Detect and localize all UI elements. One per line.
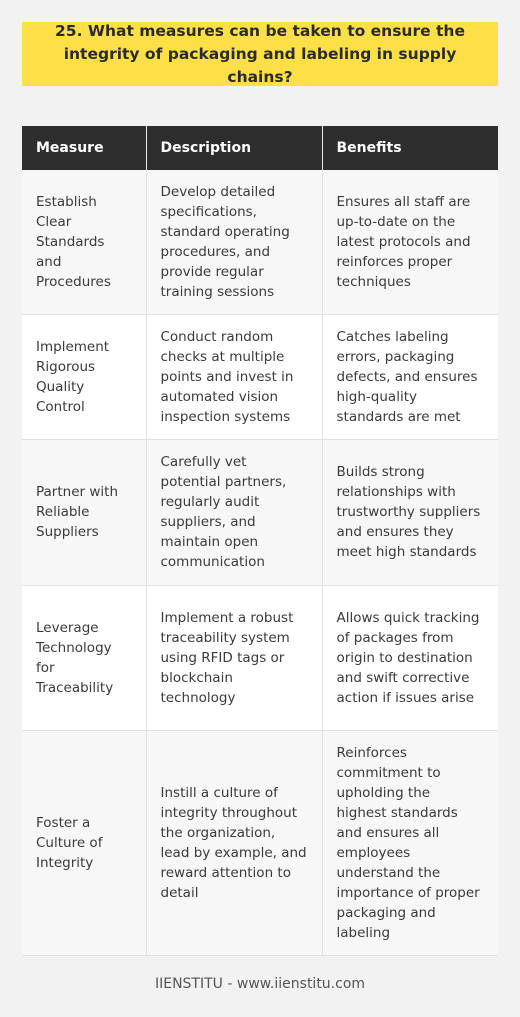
cell-benefits: Ensures all staff are up-to-date on the latest protocols and reinforces proper techniques (322, 170, 498, 314)
cell-description: Carefully vet potential partners, regularly audit suppliers, and maintain open communication (146, 439, 322, 585)
cell-measure: Establish Clear Standards and Procedures (22, 170, 146, 314)
page-title: 25. What measures can be taken to ensure the integrity of packaging and labeling in supply chains? (55, 21, 465, 86)
table-row (22, 730, 498, 955)
cell-benefits: Builds strong relationships with trustworthy suppliers and ensures they meet high standards (322, 439, 498, 585)
measures-table (22, 126, 498, 956)
table-row (22, 314, 498, 439)
cell-description: Implement a robust traceability system using RFID tags or blockchain technology (146, 585, 322, 730)
cell-benefits: Catches labeling errors, packaging defects, and ensures high-quality standards are met (322, 314, 498, 439)
footer-credit: IIENSTITU - www.iienstitu.com (154, 976, 366, 992)
cell-measure: Implement Rigorous Quality Control (22, 314, 146, 439)
cell-measure: Leverage Technology for Traceability (22, 585, 146, 730)
header-description: Description (146, 126, 322, 170)
cell-description: Develop detailed specifications, standard operating procedures, and provide regular training sessions (146, 170, 322, 314)
title-banner (22, 22, 498, 86)
cell-measure: Partner with Reliable Suppliers (22, 439, 146, 585)
cell-benefits: Allows quick tracking of packages from origin to destination and swift corrective action if issues arise (322, 585, 498, 730)
cell-benefits: Reinforces commitment to upholding the highest standards and ensures all employees understand the importance of proper packaging and labeling (322, 730, 498, 955)
table-row (22, 170, 498, 314)
table-row (22, 439, 498, 585)
cell-measure: Foster a Culture of Integrity (22, 730, 146, 955)
cell-description: Conduct random checks at multiple points and invest in automated vision inspection systems (146, 314, 322, 439)
table-header-row (22, 126, 498, 170)
cell-description: Instill a culture of integrity throughout the organization, lead by example, and reward attention to detail (146, 730, 322, 955)
header-measure: Measure (22, 126, 146, 170)
header-benefits: Benefits (322, 126, 498, 170)
table-row (22, 585, 498, 730)
